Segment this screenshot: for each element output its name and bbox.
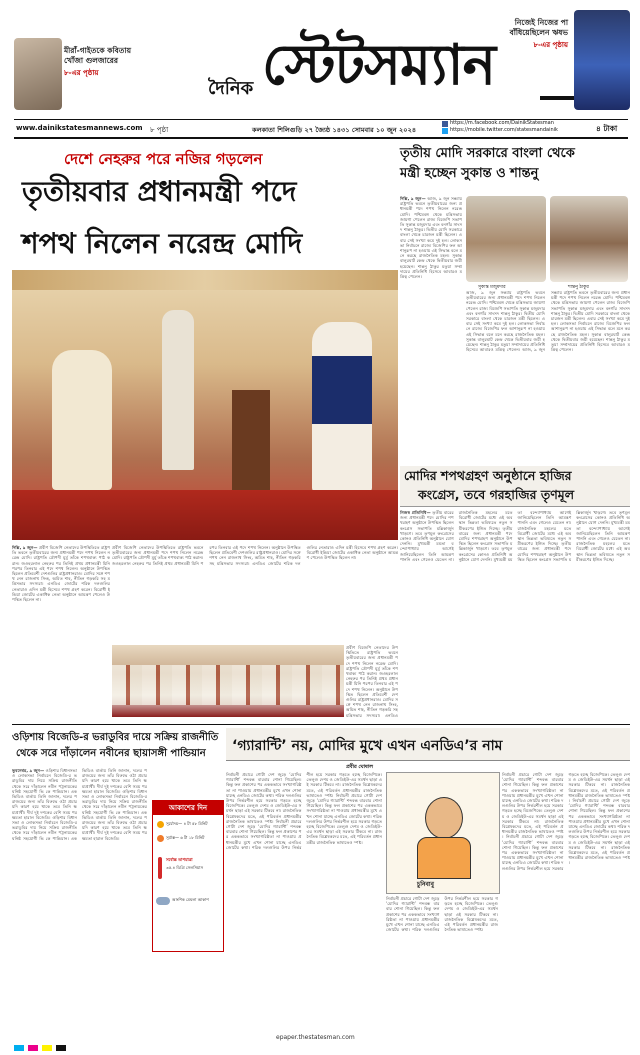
facebook-link[interactable]: https://m.facebook.com/DainikStatesman — [450, 120, 554, 126]
lead-body-col3 — [346, 645, 398, 717]
temp-label: সর্বোচ্চ তাপমাত্রা — [166, 857, 193, 862]
odisha-body — [12, 768, 147, 1028]
right-promo-page[interactable]: ৮-এর পৃষ্ঠায় — [533, 41, 568, 49]
congress-body-text-2: তৃতীয় বারের জন্য প্রধানমন্ত্রী পদে মোদির শপথগ্রহণ অনুষ্ঠানে উপস্থিত ছিলেন কংগ্রেস সভাপতি মল্লিকার্জুন খাড়গে। তবে তৃণমূল কংগ্রেসের কোনও প্রতিনিধি অনুষ্ঠানে যোগ দেননি। মুখ্যমন্ত্রী মমতা বন্দ্যোপাধ্যায় আগেই জানিয়েছিলেন তিনি আমন্ত্রণ পাননি এবং গেলেও যেতেন না। রাজনৈতিক মহলের মতে বিরোধী জোটের মধ্যে এই অবস্থান ভিন্নতা ভবিষ্যতে নতুন সমীকরণের ইঙ্গিত দিচ্ছে। — [458, 510, 572, 562]
left-promo-line2[interactable]: খোঁজা গুলজারের — [64, 56, 119, 65]
section-divider — [12, 724, 630, 725]
page-count: ৮ পৃষ্ঠা — [150, 126, 169, 134]
guarantee-story — [226, 728, 630, 1028]
masthead-dainik: দৈনিক — [208, 78, 254, 99]
weather-title[interactable]: আকাশের দিন — [153, 801, 223, 815]
odisha-headline-line1[interactable]: ওড়িশায় বিজেডি-র ভরাডুবির দায়ে সক্রিয় রাজনীতি — [12, 732, 219, 743]
oath-ceremony-photo[interactable] — [12, 270, 398, 540]
odisha-story — [12, 728, 222, 1028]
chunibabu-cartoon[interactable] — [386, 772, 500, 894]
guarantee-headline[interactable]: ‘গ্যারান্টি’ নয়, মোদির মুখে এখন এনডিএ’র নাম — [232, 738, 503, 754]
lead-headline-line2[interactable]: শপথ নিলেন নরেন্দ্র মোদি — [22, 227, 303, 260]
side-headline-line1[interactable]: তৃতীয় মোদি সরকারে বাংলা থেকে — [400, 146, 575, 161]
lead-body-text-2: প্রবীণ বিজেপি নেতাদের উপস্থিতিতে রাষ্ট্রপতি ভবনে তৃতীয়বারের জন্য প্রধানমন্ত্রী পদে শপথ নিলেন নরেন্দ্র মোদি। রাষ্ট্রপতি দ্রৌপদী মুর্মু তাঁকে শপথবাক্য পাঠ করান। জওহরলাল নেহরুর পর তিনিই প্রথম প্রধানমন্ত্রী যিনি পরপর তিনবার এই পদে শপথ নিলেন। অনুষ্ঠানে উপস্থিত ছিলেন প্রতিবেশী দেশগুলির রাষ্ট্রপ্রধানরাও। মোদির সঙ্গে শপথ নেন রাজনাথ সিংহ, অমিত শাহ, নীতিন গড়করি সহ মন্ত্রিসভার সদস্যরা। এনডিএ জোটের শরিক দলগুলির নেতারাও এদিন মন্ত্রী হিসেবে শপথ গ্রহণ করেন। বিরোধী ইন্ডিয়া জোটের একাধিক নেতা অনুষ্ঠানে আমন্ত্রণ পেলেও উপস্থিত ছিলেন না। — [112, 545, 398, 566]
lead-kicker[interactable]: দেশে নেহরুর পরে নজির গড়লেন — [64, 150, 263, 168]
congress-body-text-3: তৃতীয় বারের জন্য প্রধানমন্ত্রী পদে মোদির শপথগ্রহণ অনুষ্ঠানে উপস্থিত ছিলেন কংগ্রেস সভাপতি মল্লিকার্জুন খাড়গে। তবে তৃণমূল কংগ্রেসের কোনও প্রতিনিধি অনুষ্ঠানে যোগ দেননি। মুখ্যমন্ত্রী মমতা বন্দ্যোপাধ্যায় আগেই জানিয়েছিলেন তিনি আমন্ত্রণ পাননি এবং গেলেও যেতেন না। রাজনৈতিক মহলের মতে বিরোধী জোটের মধ্যে এই অবস্থান ভিন্নতা ভবিষ্যতে নতুন সমীকরণের ইঙ্গিত দিচ্ছে। — [517, 510, 630, 562]
twitter-icon — [442, 128, 448, 134]
rishabh-photo[interactable] — [574, 10, 630, 110]
guarantee-body-text-3: নির্বাচনী প্রচারে গোটা দেশ জুড়ে ‘মোদির গ্যারান্টি’ শব্দবন্ধ বারবার শোনা গিয়েছিল। কিন্তু ফল প্রকাশের পর এককভাবে সংখ্যাগরিষ্ঠতা না পাওয়ায় প্রধানমন্ত্রীর মুখে এখন শোনা যাচ্ছে এনডিএ জোটের কথা। শরিক দলগুলির উপর নির্ভরশীল হয়ে সরকার গড়তে হচ্ছে বিজেপিকে। তেলুগু দেশম ও জেডিইউ-এর সমর্থন ছাড়া এই সরকার টিকবে না। রাজনৈতিক বিশ্লেষকদের মতে, এই পরিবর্তন প্রধানমন্ত্রীর রাজনৈতিক ভাষাতেও স্পষ্ট। — [306, 792, 382, 845]
red-carpet — [12, 490, 398, 540]
cartoon-caption: চুনিবাবু — [417, 881, 434, 888]
moon-icon — [157, 835, 164, 842]
temp-value: ৩৫.৪ ডিগ্রি সেলসিয়াস — [166, 865, 204, 870]
side-body-cols — [466, 290, 630, 460]
color-registration-marks — [12, 1036, 212, 1044]
lead-body-text: প্রবীণ বিজেপি নেতাদের উপস্থিতিতে রাষ্ট্রপতি ভবনে তৃতীয়বারের জন্য প্রধানমন্ত্রী পদে শপথ নিলেন নরেন্দ্র মোদি। রাষ্ট্রপতি দ্রৌপদী মুর্মু তাঁকে শপথবাক্য পাঠ করান। জওহরলাল নেহরুর পর তিনিই প্রথম প্রধানমন্ত্রী যিনি পরপর তিনবার এই পদে শপথ নিলেন। অনুষ্ঠানে উপস্থিত ছিলেন প্রতিবেশী দেশগুলির রাষ্ট্রপ্রধানরাও। মোদির সঙ্গে শপথ নেন রাজনাথ সিংহ, অমিত শাহ, নীতিন গড়করি সহ মন্ত্রিসভার সদস্যরা। এনডিএ জোটের শরিক দলগুলির নেতারাও এদিন মন্ত্রী হিসেবে শপথ গ্রহণ করেন। বিরোধী ইন্ডিয়া জোটের একাধিক নেতা অনুষ্ঠানে আমন্ত্রণ পেলেও উপস্থিত ছিলেন না। — [12, 545, 110, 603]
caption-shantanu: শান্তনু ঠাকুর — [568, 285, 589, 290]
guarantee-body-text-4: নির্বাচনী প্রচারে গোটা দেশ জুড়ে ‘মোদির গ্যারান্টি’ শব্দবন্ধ বারবার শোনা গিয়েছিল। কিন্তু ফল প্রকাশের পর এককভাবে সংখ্যাগরিষ্ঠতা না পাওয়ায় প্রধানমন্ত্রীর মুখে এখন শোনা যাচ্ছে এনডিএ জোটের কথা। শরিক দলগুলির উপর নির্ভরশীল হয়ে সরকার গড়তে হচ্ছে বিজেপিকে। তেলুগু দেশম ও জেডিইউ-এর সমর্থন ছাড়া এই সরকার টিকবে না। রাজনৈতিক বিশ্লেষকদের মতে, এই পরিবর্তন প্রধানমন্ত্রীর রাজনৈতিক ভাষাতেও স্পষ্ট। — [386, 896, 498, 933]
flag-left — [12, 270, 398, 290]
odisha-body-text-3: ওড়িশার বিধানসভা ও লোকসভা নির্বাচনে বিজেডি-র ভরাডুবির দায় নিয়ে সক্রিয় রাজনীতি থেকে সরে দাঁড়ালেন নবীন পট্টনায়কের ঘনিষ্ঠ সহযোগী ভি কে পান্ডিয়ান। এক ভিডিও বার্তায় তিনি জানান, দলের পরাজয়ের জন্য তাঁর বিরুদ্ধে ওঠা প্রচার যদি কারণ হয়ে থাকে তবে তিনি ক্ষমাপ্রার্থী। দীর্ঘ দুই দশকের বেশি সময় পর ক্ষমতা হারাল বিজেডি। — [82, 788, 147, 841]
left-promo-page[interactable]: ৮-এর পৃষ্ঠায় — [64, 69, 99, 77]
president-figure — [52, 350, 112, 490]
price: ৪ টাকা — [596, 124, 618, 133]
lead-body — [12, 545, 110, 715]
edition-line: কলকাতা শিলিগুড়ি ২৭ জ্যৈষ্ঠ ১৪৩১ সোমবার ১০ জুন ২০২৪ — [252, 126, 417, 134]
caption-sukanta: সুকান্ত মজুমদার — [478, 285, 506, 290]
guarantee-body-text-6: নির্বাচনী প্রচারে গোটা দেশ জুড়ে ‘মোদির গ্যারান্টি’ শব্দবন্ধ বারবার শোনা গিয়েছিল। কিন্তু ফল প্রকাশের পর এককভাবে সংখ্যাগরিষ্ঠতা না পাওয়ায় প্রধানমন্ত্রীর মুখে এখন শোনা যাচ্ছে এনডিএ জোটের কথা। শরিক দলগুলির উপর নির্ভরশীল হয়ে সরকার গড়তে হচ্ছে বিজেপিকে। তেলুগু দেশম ও জেডিইউ-এর সমর্থন ছাড়া এই সরকার টিকবে না। রাজনৈতিক বিশ্লেষকদের মতে, এই পরিবর্তন প্রধানমন্ত্রীর রাজনৈতিক ভাষাতেও স্পষ্ট। — [502, 772, 630, 871]
masthead-bottom-rule — [14, 137, 628, 139]
odisha-dateline: ভুবনেশ্বর, ৯ জুন— — [12, 768, 45, 773]
lead-story — [0, 140, 400, 720]
guarantee-body-text-7: নির্বাচনী প্রচারে গোটা দেশ জুড়ে ‘মোদির গ্যারান্টি’ শব্দবন্ধ বারবার শোনা গিয়েছিল। কিন্তু ফল প্রকাশের পর এককভাবে সংখ্যাগরিষ্ঠতা না পাওয়ায় প্রধানমন্ত্রীর মুখে এখন শোনা যাচ্ছে এনডিএ জোটের কথা। শরিক দলগুলির উপর নির্ভরশীল হয়ে সরকার গড়তে হচ্ছে বিজেপিকে। তেলুগু দেশম ও জেডিইউ-এর সমর্থন ছাড়া এই সরকার টিকবে না। রাজনৈতিক বিশ্লেষকদের মতে, এই পরিবর্তন প্রধানমন্ত্রীর রাজনৈতিক ভাষাতেও স্পষ্ট। — [568, 798, 630, 866]
cartoon-face — [425, 797, 463, 839]
side-body — [400, 196, 462, 461]
lead-body-col2 — [112, 545, 398, 643]
masthead-title[interactable]: স্টেটসম্যান — [262, 33, 496, 98]
side-headline-line2[interactable]: মন্ত্রী হচ্ছেন সুকান্ত ও শান্তনু — [400, 166, 539, 181]
masthead — [0, 0, 640, 137]
ministers-oath-photo[interactable] — [112, 645, 344, 717]
guarantee-body-text-2: নির্বাচনী প্রচারে গোটা দেশ জুড়ে ‘মোদির গ্যারান্টি’ শব্দবন্ধ বারবার শোনা গিয়েছিল। কিন্তু ফল প্রকাশের পর এককভাবে সংখ্যাগরিষ্ঠতা না পাওয়ায় প্রধানমন্ত্রীর মুখে এখন শোনা যাচ্ছে এনডিএ জোটের কথা। শরিক দলগুলির উপর নির্ভরশীল হয়ে সরকার গড়তে হচ্ছে বিজেপিকে। তেলুগু দেশম ও জেডিইউ-এর সমর্থন ছাড়া এই সরকার টিকবে না। রাজনৈতিক বিশ্লেষকদের মতে, এই পরিবর্তন প্রধানমন্ত্রীর রাজনৈতিক ভাষাতেও স্পষ্ট। — [226, 772, 382, 850]
side-dateline: দিল্লি, ৯ জুন— — [400, 196, 426, 201]
ministers-row — [112, 665, 344, 705]
sunrise-text: সূর্যোদয়— ৪ টা ৫৮ মিনিট — [166, 821, 208, 826]
epaper-url[interactable]: epaper.thestatesman.com — [276, 1034, 355, 1041]
facebook-icon — [442, 121, 448, 127]
guarantee-body-left — [226, 772, 382, 1028]
lectern — [232, 390, 270, 490]
guarantee-body-right — [502, 772, 630, 1028]
modi-figure — [312, 322, 372, 492]
cartoon-body — [417, 837, 471, 879]
congress-body — [400, 510, 630, 718]
congress-story — [400, 466, 630, 722]
odisha-body-text-2: ওড়িশার বিধানসভা ও লোকসভা নির্বাচনে বিজেডি-র ভরাডুবির দায় নিয়ে সক্রিয় রাজনীতি থেকে সরে দাঁড়ালেন নবীন পট্টনায়কের ঘনিষ্ঠ সহযোগী ভি কে পান্ডিয়ান। এক ভিডিও বার্তায় তিনি জানান, দলের পরাজয়ের জন্য তাঁর বিরুদ্ধে ওঠা প্রচার যদি কারণ হয়ে থাকে তবে তিনি ক্ষমাপ্রার্থী। দীর্ঘ দুই দশকের বেশি সময় পর ক্ষমতা হারাল বিজেডি। — [12, 768, 147, 841]
lead-headline-line1[interactable]: তৃতীয়বার প্রধানমন্ত্রী পদে — [22, 175, 297, 208]
weather-box — [152, 800, 224, 952]
twitter-link[interactable]: https://mobile.twitter.com/statesmandainik — [450, 127, 558, 133]
congress-headline-line2[interactable]: কংগ্রেস, তবে গরহাজির তৃণমূল — [418, 487, 575, 502]
left-promo-line1[interactable]: মীরাঁ-গাইতকে কবিতায় — [64, 46, 132, 55]
congress-body-text: তৃতীয় বারের জন্য প্রধানমন্ত্রী পদে মোদির শপথগ্রহণ অনুষ্ঠানে উপস্থিত ছিলেন কংগ্রেস সভাপতি মল্লিকার্জুন খাড়গে। তবে তৃণমূল কংগ্রেসের কোনও প্রতিনিধি অনুষ্ঠানে যোগ দেননি। মুখ্যমন্ত্রী মমতা বন্দ্যোপাধ্যায় আগেই জানিয়েছিলেন তিনি আমন্ত্রণ পাননি এবং গেলেও যেতেন না। রাজনৈতিক মহলের মতে বিরোধী জোটের মধ্যে এই অবস্থান ভিন্নতা ভবিষ্যতে নতুন সমীকরণের ইঙ্গিত দিচ্ছে। — [400, 510, 513, 562]
side-body-text-3: আজ, ৯ জুন সন্ধ্যায় রাষ্ট্রপতি ভবনে তৃতীয়বারের জন্য প্রধানমন্ত্রী পদে শপথ নিলেন নরেন্দ্র মোদি। পশ্চিমবঙ্গ থেকে মন্ত্রিসভায় জায়গা পেলেন রাজ্য বিজেপি সভাপতি সুকান্ত মজুমদার এবং বনগাঁর সাংসদ শান্তনু ঠাকুর। দ্বিতীয় মোদি সরকারে বাংলা থেকে চারজন মন্ত্রী ছিলেন। এবার সেই সংখ্যা কমে দুই হল। লোকসভা নির্বাচনে রাজ্যে বিজেপির ফল আশানুরূপ না হওয়ায় এই সিদ্ধান্ত বলে মনে করছে রাজনৈতিক মহল। সুকান্ত বালুরঘাট কেন্দ্র থেকে দ্বিতীয়বার জয়ী হয়েছেন। শান্তনু ঠাকুর মতুয়া সম্প্রদায়ের প্রতিনিধি হিসেবে আবারও মন্ত্রিত্ব পেলেন। — [522, 290, 630, 353]
guarantee-byline: প্রবীর ঘোষাল — [346, 764, 373, 770]
side-body-text: আজ, ৯ জুন সন্ধ্যায় রাষ্ট্রপতি ভবনে তৃতীয়বারের জন্য প্রধানমন্ত্রী পদে শপথ নিলেন নরেন্দ্র মোদি। পশ্চিমবঙ্গ থেকে মন্ত্রিসভায় জায়গা পেলেন রাজ্য বিজেপি সভাপতি সুকান্ত মজুমদার এবং বনগাঁর সাংসদ শান্তনু ঠাকুর। দ্বিতীয় মোদি সরকারে বাংলা থেকে চারজন মন্ত্রী ছিলেন। এবার সেই সংখ্যা কমে দুই হল। লোকসভা নির্বাচনে রাজ্যে বিজেপির ফল আশানুরূপ না হওয়ায় এই সিদ্ধান্ত বলে মনে করছে রাজনৈতিক মহল। সুকান্ত বালুরঘাট কেন্দ্র থেকে দ্বিতীয়বার জয়ী হয়েছেন। শান্তনু ঠাকুর মতুয়া সম্প্রদায়ের প্রতিনিধি হিসেবে আবারও মন্ত্রিত্ব পেলেন। — [400, 196, 462, 280]
guarantee-body-mid — [386, 896, 498, 1028]
congress-dateline: নিজস্ব প্রতিনিধি— — [400, 510, 431, 515]
odisha-headline-line2[interactable]: থেকে সরে দাঁড়ালেন নবীনের ছায়াসঙ্গী পান্ডিয়ান — [16, 748, 206, 759]
odisha-body-text: ওড়িশার বিধানসভা ও লোকসভা নির্বাচনে বিজেডি-র ভরাডুবির দায় নিয়ে সক্রিয় রাজনীতি থেকে সরে দাঁড়ালেন নবীন পট্টনায়কের ঘনিষ্ঠ সহযোগী ভি কে পান্ডিয়ান। এক ভিডিও বার্তায় তিনি জানান, দলের পরাজয়ের জন্য তাঁর বিরুদ্ধে ওঠা প্রচার যদি কারণ হয়ে থাকে তবে তিনি ক্ষমাপ্রার্থী। দীর্ঘ দুই দশকের বেশি সময় পর ক্ষমতা হারাল বিজেডি। — [12, 768, 77, 820]
lead-body-text-3: প্রবীণ বিজেপি নেতাদের উপস্থিতিতে রাষ্ট্রপতি ভবনে তৃতীয়বারের জন্য প্রধানমন্ত্রী পদে শপথ নিলেন নরেন্দ্র মোদি। রাষ্ট্রপতি দ্রৌপদী মুর্মু তাঁকে শপথবাক্য পাঠ করান। জওহরলাল নেহরুর পর তিনিই প্রথম প্রধানমন্ত্রী যিনি পরপর তিনবার এই পদে শপথ নিলেন। অনুষ্ঠানে উপস্থিত ছিলেন প্রতিবেশী দেশগুলির রাষ্ট্রপ্রধানরাও। মোদির সঙ্গে শপথ নেন রাজনাথ সিংহ, অমিত শাহ, নীতিন গড়করি সহ মন্ত্রিসভার সদস্যরা। এনডিএ — [346, 645, 398, 717]
gulzar-photo[interactable] — [14, 38, 62, 110]
website-link[interactable]: www.dainikstatesmannews.com — [16, 124, 143, 132]
sun-icon — [157, 821, 164, 828]
sunset-text: সূর্যাস্ত— ৬ টা ১৮ মিনিট — [166, 835, 205, 840]
shantanu-photo[interactable] — [550, 196, 628, 282]
right-promo-line2[interactable]: বাঁধিয়েছিলেন ঋষভ — [509, 28, 568, 37]
right-promo-line1[interactable]: নিজেই নিজের পা — [514, 18, 568, 27]
rain-label: আংশিক মেঘলা আকাশ — [172, 897, 209, 902]
guarantee-body-text: নির্বাচনী প্রচারে গোটা দেশ জুড়ে ‘মোদির গ্যারান্টি’ শব্দবন্ধ বারবার শোনা গিয়েছিল। কিন্তু ফল প্রকাশের পর এককভাবে সংখ্যাগরিষ্ঠতা না পাওয়ায় প্রধানমন্ত্রীর মুখে এখন শোনা যাচ্ছে এনডিএ জোটের কথা। শরিক দলগুলির উপর নির্ভরশীল হয়ে সরকার গড়তে হচ্ছে বিজেপিকে। তেলুগু দেশম ও জেডিইউ-এর সমর্থন ছাড়া এই সরকার টিকবে না। রাজনৈতিক বিশ্লেষকদের মতে, এই পরিবর্তন প্রধানমন্ত্রীর রাজনৈতিক ভাষাতেও স্পষ্ট। — [226, 772, 302, 824]
guard-figure — [162, 310, 194, 470]
cloud-icon — [156, 897, 170, 905]
congress-headline-line1[interactable]: মোদির শপথগ্রহণ অনুষ্ঠানে হাজির — [404, 468, 572, 483]
sukanta-photo[interactable] — [466, 196, 546, 282]
side-story — [400, 140, 630, 465]
guarantee-body-text-5: নির্বাচনী প্রচারে গোটা দেশ জুড়ে ‘মোদির গ্যারান্টি’ শব্দবন্ধ বারবার শোনা গিয়েছিল। কিন্তু ফল প্রকাশের পর এককভাবে সংখ্যাগরিষ্ঠতা না পাওয়ায় প্রধানমন্ত্রীর মুখে এখন শোনা যাচ্ছে এনডিএ জোটের কথা। শরিক দলগুলির উপর নির্ভরশীল হয়ে সরকার গড়তে হচ্ছে বিজেপিকে। তেলুগু দেশম ও জেডিইউ-এর সমর্থন ছাড়া এই সরকার টিকবে না। রাজনৈতিক বিশ্লেষকদের মতে, এই পরিবর্তন প্রধানমন্ত্রীর রাজনৈতিক ভাষাতেও স্পষ্ট। — [502, 772, 564, 840]
lead-dateline: দিল্লি, ৯ জুন— — [12, 545, 38, 550]
side-body-text-2: আজ, ৯ জুন সন্ধ্যায় রাষ্ট্রপতি ভবনে তৃতীয়বারের জন্য প্রধানমন্ত্রী পদে শপথ নিলেন নরেন্দ্র মোদি। পশ্চিমবঙ্গ থেকে মন্ত্রিসভায় জায়গা পেলেন রাজ্য বিজেপি সভাপতি সুকান্ত মজুমদার এবং বনগাঁর সাংসদ শান্তনু ঠাকুর। দ্বিতীয় মোদি সরকারে বাংলা থেকে চারজন মন্ত্রী ছিলেন। এবার সেই সংখ্যা কমে দুই হল। লোকসভা নির্বাচনে রাজ্যে বিজেপির ফল আশানুরূপ না হওয়ায় এই সিদ্ধান্ত বলে মনে করছে রাজনৈতিক মহল। সুকান্ত বালুরঘাট কেন্দ্র থেকে দ্বিতীয়বার জয়ী হয়েছেন। শান্তনু ঠাকুর মতুয়া সম্প্রদায়ের প্রতিনিধি হিসেবে আবারও মন্ত্রিত্ব পেলেন। — [466, 290, 545, 353]
thermometer-icon — [158, 857, 162, 879]
